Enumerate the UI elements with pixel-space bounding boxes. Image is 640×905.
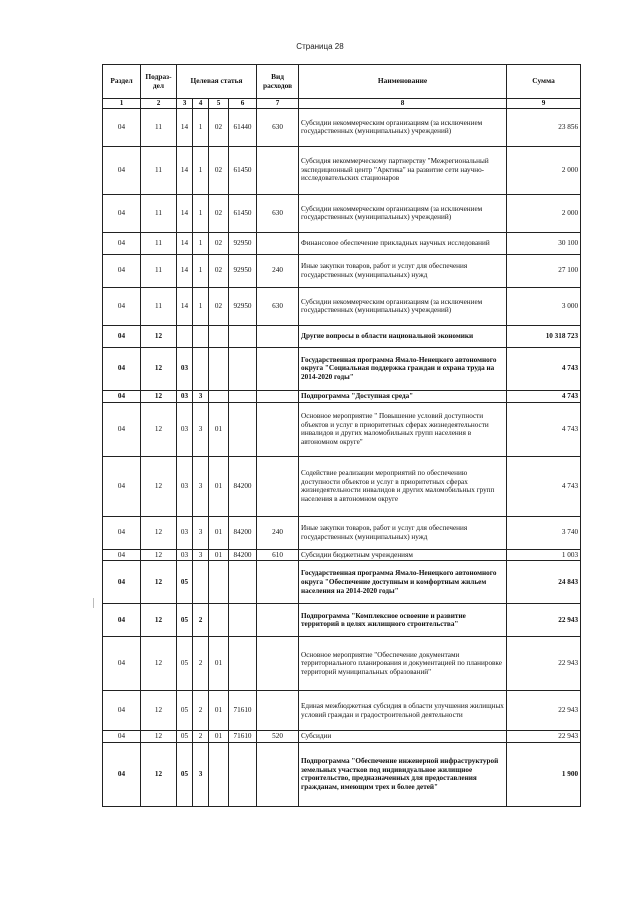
cell-summa: 22 943 [507, 604, 581, 637]
table-row [103, 287, 581, 325]
cell-celevaya-4: 84200 [229, 456, 257, 516]
table-row [103, 347, 581, 390]
cell-podrazdel: 12 [141, 637, 177, 691]
cell-celevaya-4: 84200 [229, 516, 257, 549]
cell-podrazdel: 11 [141, 287, 177, 325]
cell-razdel: 04 [103, 325, 141, 347]
cell-naimenovanie: Содействие реализации мероприятий по обеспечению доступности объектов и услуг в приоритетных сферах жизнедеятельности инвалидов и других маломобильных групп населения в автономном округе [299, 456, 507, 516]
cell-podrazdel: 12 [141, 516, 177, 549]
cell-razdel: 04 [103, 604, 141, 637]
cell-celevaya-3: 02 [209, 108, 229, 146]
cell-celevaya-3: 01 [209, 456, 229, 516]
cell-celevaya-1: 14 [177, 232, 193, 254]
cell-summa: 4 743 [507, 390, 581, 402]
cell-celevaya-1: 03 [177, 516, 193, 549]
cell-razdel: 04 [103, 194, 141, 232]
cell-vid-rashodov: 520 [257, 731, 299, 743]
cell-razdel: 04 [103, 691, 141, 731]
cell-celevaya-3: 01 [209, 549, 229, 561]
cell-celevaya-4: 61440 [229, 108, 257, 146]
cell-summa: 27 100 [507, 254, 581, 287]
column-number: 1 [103, 99, 141, 109]
cell-celevaya-2 [193, 561, 209, 604]
cell-vid-rashodov [257, 402, 299, 456]
cell-naimenovanie: Субсидия некоммерческому партнерству "Межрегиональный экспедиционный центр "Арктика" на развитие сети научно-исследовательских стационаров [299, 146, 507, 194]
header-summa: Сумма [507, 65, 581, 99]
cell-celevaya-2 [193, 325, 209, 347]
cell-celevaya-2: 1 [193, 146, 209, 194]
column-number-row [103, 99, 581, 109]
cell-summa: 30 100 [507, 232, 581, 254]
cell-celevaya-4 [229, 402, 257, 456]
cell-celevaya-3 [209, 561, 229, 604]
column-number: 8 [299, 99, 507, 109]
cell-vid-rashodov [257, 742, 299, 806]
cell-celevaya-3 [209, 390, 229, 402]
cell-celevaya-1: 14 [177, 194, 193, 232]
header-vid-rashodov: Вид расходов [257, 65, 299, 99]
cell-summa: 3 000 [507, 287, 581, 325]
cell-podrazdel: 11 [141, 146, 177, 194]
cell-vid-rashodov [257, 456, 299, 516]
cell-vid-rashodov [257, 232, 299, 254]
cell-celevaya-4 [229, 390, 257, 402]
cell-celevaya-3 [209, 604, 229, 637]
column-number: 9 [507, 99, 581, 109]
cell-naimenovanie: Государственная программа Ямало-Ненецкого автономного округа "Социальная поддержка граждан и охрана труда на 2014-2020 годы" [299, 347, 507, 390]
cell-celevaya-3: 01 [209, 402, 229, 456]
cell-celevaya-2: 1 [193, 232, 209, 254]
cell-naimenovanie: Субсидии некоммерческим организациям (за исключением государственных (муниципальных) учреждений) [299, 194, 507, 232]
table-row [103, 108, 581, 146]
cell-celevaya-2: 2 [193, 637, 209, 691]
cell-naimenovanie: Подпрограмма "Обеспечение инженерной инфраструктурой земельных участков под индивидуальное жилищное строительство, предназначенных для предоставления гражданам, имеющим трех и более детей" [299, 742, 507, 806]
cell-podrazdel: 12 [141, 549, 177, 561]
cell-podrazdel: 12 [141, 347, 177, 390]
margin-mark [93, 598, 94, 608]
cell-naimenovanie: Иные закупки товаров, работ и услуг для обеспечения государственных (муниципальных) нужд [299, 254, 507, 287]
cell-vid-rashodov [257, 146, 299, 194]
cell-naimenovanie: Субсидии некоммерческим организациям (за исключением государственных (муниципальных) учреждений) [299, 287, 507, 325]
cell-vid-rashodov [257, 561, 299, 604]
table-row [103, 456, 581, 516]
cell-celevaya-1 [177, 325, 193, 347]
cell-celevaya-2: 1 [193, 254, 209, 287]
cell-summa: 22 943 [507, 731, 581, 743]
cell-celevaya-4 [229, 637, 257, 691]
table-row [103, 325, 581, 347]
cell-summa: 22 943 [507, 637, 581, 691]
cell-celevaya-2: 1 [193, 194, 209, 232]
cell-celevaya-2: 3 [193, 742, 209, 806]
cell-razdel: 04 [103, 287, 141, 325]
table-row [103, 232, 581, 254]
cell-celevaya-3: 01 [209, 731, 229, 743]
cell-razdel: 04 [103, 232, 141, 254]
cell-podrazdel: 12 [141, 691, 177, 731]
table-row [103, 742, 581, 806]
cell-podrazdel: 12 [141, 604, 177, 637]
cell-celevaya-2: 3 [193, 390, 209, 402]
header-naimenovanie: Наименование [299, 65, 507, 99]
table-row [103, 731, 581, 743]
cell-celevaya-3: 02 [209, 146, 229, 194]
cell-naimenovanie: Подпрограмма "Комплексное освоение и развитие территорий в целях жилищного строительства" [299, 604, 507, 637]
table-row [103, 691, 581, 731]
cell-summa: 1 003 [507, 549, 581, 561]
column-number: 6 [229, 99, 257, 109]
cell-celevaya-3: 02 [209, 194, 229, 232]
cell-celevaya-2: 3 [193, 402, 209, 456]
header-podrazdel: Подраз-дел [141, 65, 177, 99]
cell-naimenovanie: Единая межбюджетная субсидия в области улучшения жилищных условий граждан и градостроительной деятельности [299, 691, 507, 731]
cell-celevaya-3 [209, 742, 229, 806]
cell-celevaya-2: 1 [193, 287, 209, 325]
table-row [103, 516, 581, 549]
cell-celevaya-1: 14 [177, 108, 193, 146]
cell-celevaya-4 [229, 561, 257, 604]
column-number: 4 [193, 99, 209, 109]
cell-naimenovanie: Субсидии [299, 731, 507, 743]
table-row [103, 402, 581, 456]
cell-summa: 1 900 [507, 742, 581, 806]
cell-razdel: 04 [103, 347, 141, 390]
cell-vid-rashodov [257, 691, 299, 731]
header-razdel: Раздел [103, 65, 141, 99]
table-header-row [103, 65, 581, 99]
cell-celevaya-4: 92950 [229, 232, 257, 254]
cell-celevaya-1: 05 [177, 637, 193, 691]
column-number: 5 [209, 99, 229, 109]
cell-summa: 3 740 [507, 516, 581, 549]
cell-celevaya-2: 2 [193, 604, 209, 637]
cell-vid-rashodov: 630 [257, 194, 299, 232]
cell-naimenovanie: Основное мероприятие " Повышение условий доступности объектов и услуг в приоритетных сферах жизнедеятельности инвалидов и других маломобильных групп населения в автономном округе" [299, 402, 507, 456]
table-row [103, 637, 581, 691]
cell-vid-rashodov [257, 604, 299, 637]
cell-celevaya-2: 2 [193, 691, 209, 731]
table-row [103, 146, 581, 194]
cell-celevaya-4 [229, 604, 257, 637]
cell-celevaya-2: 3 [193, 549, 209, 561]
cell-vid-rashodov: 240 [257, 516, 299, 549]
cell-celevaya-3: 02 [209, 287, 229, 325]
header-celevaya-statya: Целевая статья [177, 65, 257, 99]
cell-vid-rashodov [257, 390, 299, 402]
cell-celevaya-1: 05 [177, 604, 193, 637]
cell-celevaya-4: 71610 [229, 691, 257, 731]
cell-celevaya-1: 03 [177, 347, 193, 390]
cell-celevaya-1: 05 [177, 561, 193, 604]
cell-vid-rashodov [257, 637, 299, 691]
cell-podrazdel: 12 [141, 390, 177, 402]
cell-podrazdel: 12 [141, 731, 177, 743]
cell-razdel: 04 [103, 731, 141, 743]
cell-naimenovanie: Финансовое обеспечение прикладных научных исследований [299, 232, 507, 254]
cell-celevaya-3 [209, 347, 229, 390]
cell-podrazdel: 12 [141, 402, 177, 456]
cell-razdel: 04 [103, 390, 141, 402]
cell-celevaya-1: 03 [177, 390, 193, 402]
cell-podrazdel: 12 [141, 742, 177, 806]
table-row [103, 390, 581, 402]
cell-razdel: 04 [103, 549, 141, 561]
cell-podrazdel: 12 [141, 561, 177, 604]
cell-podrazdel: 11 [141, 232, 177, 254]
cell-celevaya-4 [229, 325, 257, 347]
cell-celevaya-1: 14 [177, 146, 193, 194]
page-number-label: Страница 28 [296, 42, 344, 51]
cell-celevaya-4: 92950 [229, 287, 257, 325]
table-row [103, 254, 581, 287]
cell-vid-rashodov: 240 [257, 254, 299, 287]
cell-razdel: 04 [103, 254, 141, 287]
cell-razdel: 04 [103, 561, 141, 604]
cell-naimenovanie: Основное мероприятие "Обеспечение документами территориального планирования и документацией по планировке территорий муниципальных образований" [299, 637, 507, 691]
cell-celevaya-4 [229, 742, 257, 806]
column-number: 2 [141, 99, 177, 109]
cell-podrazdel: 11 [141, 254, 177, 287]
cell-podrazdel: 12 [141, 325, 177, 347]
cell-razdel: 04 [103, 456, 141, 516]
cell-celevaya-2: 3 [193, 456, 209, 516]
cell-celevaya-1: 05 [177, 731, 193, 743]
table-row [103, 549, 581, 561]
column-number: 7 [257, 99, 299, 109]
cell-celevaya-3: 01 [209, 691, 229, 731]
cell-celevaya-3: 02 [209, 254, 229, 287]
cell-naimenovanie: Субсидии бюджетным учреждениям [299, 549, 507, 561]
cell-vid-rashodov: 630 [257, 287, 299, 325]
cell-naimenovanie: Иные закупки товаров, работ и услуг для обеспечения государственных (муниципальных) нужд [299, 516, 507, 549]
cell-summa: 10 318 723 [507, 325, 581, 347]
cell-celevaya-4: 61450 [229, 146, 257, 194]
cell-celevaya-4: 71610 [229, 731, 257, 743]
table-body [103, 108, 581, 806]
cell-vid-rashodov [257, 347, 299, 390]
cell-razdel: 04 [103, 146, 141, 194]
cell-celevaya-2 [193, 347, 209, 390]
cell-vid-rashodov: 630 [257, 108, 299, 146]
cell-celevaya-1: 03 [177, 456, 193, 516]
cell-celevaya-2: 3 [193, 516, 209, 549]
cell-summa: 4 743 [507, 347, 581, 390]
cell-razdel: 04 [103, 516, 141, 549]
cell-celevaya-3 [209, 325, 229, 347]
cell-razdel: 04 [103, 108, 141, 146]
cell-summa: 24 843 [507, 561, 581, 604]
cell-podrazdel: 12 [141, 456, 177, 516]
budget-table [102, 64, 581, 807]
cell-podrazdel: 11 [141, 194, 177, 232]
cell-vid-rashodov: 610 [257, 549, 299, 561]
table-row [103, 561, 581, 604]
cell-celevaya-1: 05 [177, 691, 193, 731]
cell-summa: 23 856 [507, 108, 581, 146]
cell-celevaya-4: 92950 [229, 254, 257, 287]
cell-naimenovanie: Государственная программа Ямало-Ненецкого автономного округа "Обеспечение доступным и комфортным жильем населения на 2014-2020 годы" [299, 561, 507, 604]
cell-celevaya-4: 84200 [229, 549, 257, 561]
cell-naimenovanie: Субсидии некоммерческим организациям (за исключением государственных (муниципальных) учреждений) [299, 108, 507, 146]
cell-celevaya-1: 05 [177, 742, 193, 806]
table-row [103, 604, 581, 637]
table-row [103, 194, 581, 232]
cell-vid-rashodov [257, 325, 299, 347]
cell-naimenovanie: Другие вопросы в области национальной экономики [299, 325, 507, 347]
cell-podrazdel: 11 [141, 108, 177, 146]
cell-celevaya-4: 61450 [229, 194, 257, 232]
cell-summa: 2 000 [507, 146, 581, 194]
cell-celevaya-1: 14 [177, 254, 193, 287]
cell-celevaya-3: 02 [209, 232, 229, 254]
cell-summa: 4 743 [507, 456, 581, 516]
cell-celevaya-1: 14 [177, 287, 193, 325]
cell-celevaya-2: 2 [193, 731, 209, 743]
cell-celevaya-4 [229, 347, 257, 390]
cell-summa: 2 000 [507, 194, 581, 232]
cell-summa: 4 743 [507, 402, 581, 456]
cell-razdel: 04 [103, 742, 141, 806]
cell-summa: 22 943 [507, 691, 581, 731]
cell-razdel: 04 [103, 637, 141, 691]
cell-celevaya-1: 03 [177, 549, 193, 561]
cell-naimenovanie: Подпрограмма "Доступная среда" [299, 390, 507, 402]
cell-celevaya-3: 01 [209, 516, 229, 549]
cell-celevaya-3: 01 [209, 637, 229, 691]
cell-razdel: 04 [103, 402, 141, 456]
cell-celevaya-2: 1 [193, 108, 209, 146]
cell-celevaya-1: 03 [177, 402, 193, 456]
column-number: 3 [177, 99, 193, 109]
